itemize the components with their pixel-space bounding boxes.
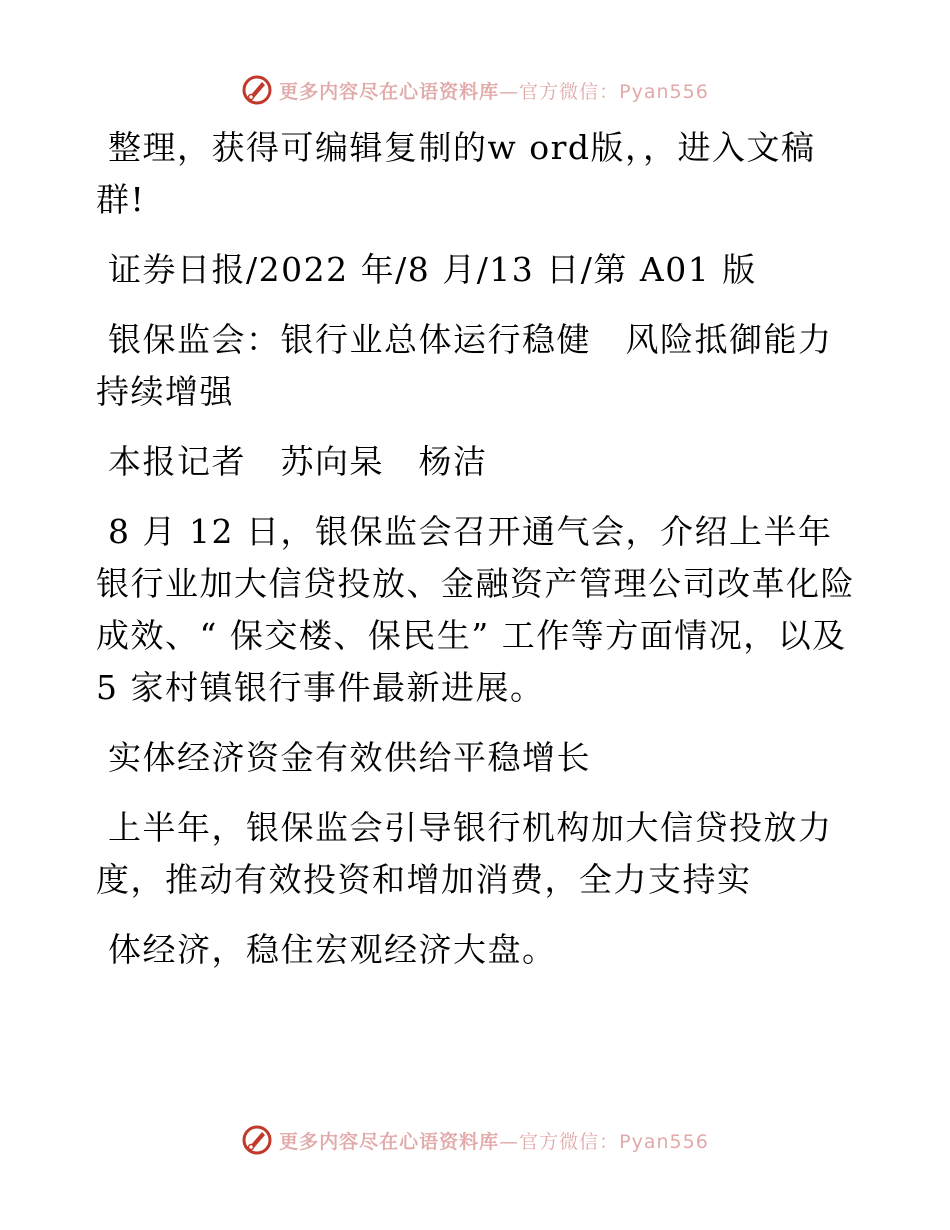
header-watermark [0, 70, 950, 110]
source-line: 证券日报/2022 年/8 月/13 日/第 A01 版 [108, 250, 757, 289]
body-paragraph: 8 月 12 日，银保监会召开通气会，介绍上半年银行业加大信贷投放、金融资产管理公司改革化险成效、“ 保交楼、保民生” 工作等方面情况，以及 5 家村镇银行事件最新进展。 [96, 512, 859, 707]
watermark-text [279, 77, 709, 104]
section-heading: 实体经济资金有效供给平稳增长 [108, 738, 591, 777]
body-paragraph: 上半年，银保监会引导银行机构加大信贷投放力度，推动有效投资和增加消费，全力支持实 [96, 808, 833, 899]
intro-paragraph: 整理，获得可编辑复制的w ord版，，进入文稿群! [96, 128, 816, 219]
document-body [96, 122, 859, 994]
watermark-suffix: —官方微信：Pyan556 [499, 80, 709, 103]
byline: 本报记者 苏向杲 杨洁 [108, 442, 488, 481]
article-title: 银保监会：银行业总体运行稳健 风险抵御能力持续增强 [96, 320, 833, 411]
watermark-logo-icon [241, 74, 273, 106]
watermark-suffix: —官方微信：Pyan556 [499, 1130, 709, 1153]
watermark-text [279, 1127, 709, 1154]
body-paragraph: 体经济，稳住宏观经济大盘。 [108, 930, 557, 969]
watermark-main: 更多内容尽在心语资料库 [279, 80, 500, 103]
footer-watermark [0, 1120, 950, 1160]
watermark-logo-icon [241, 1124, 273, 1156]
watermark-main: 更多内容尽在心语资料库 [279, 1130, 500, 1153]
